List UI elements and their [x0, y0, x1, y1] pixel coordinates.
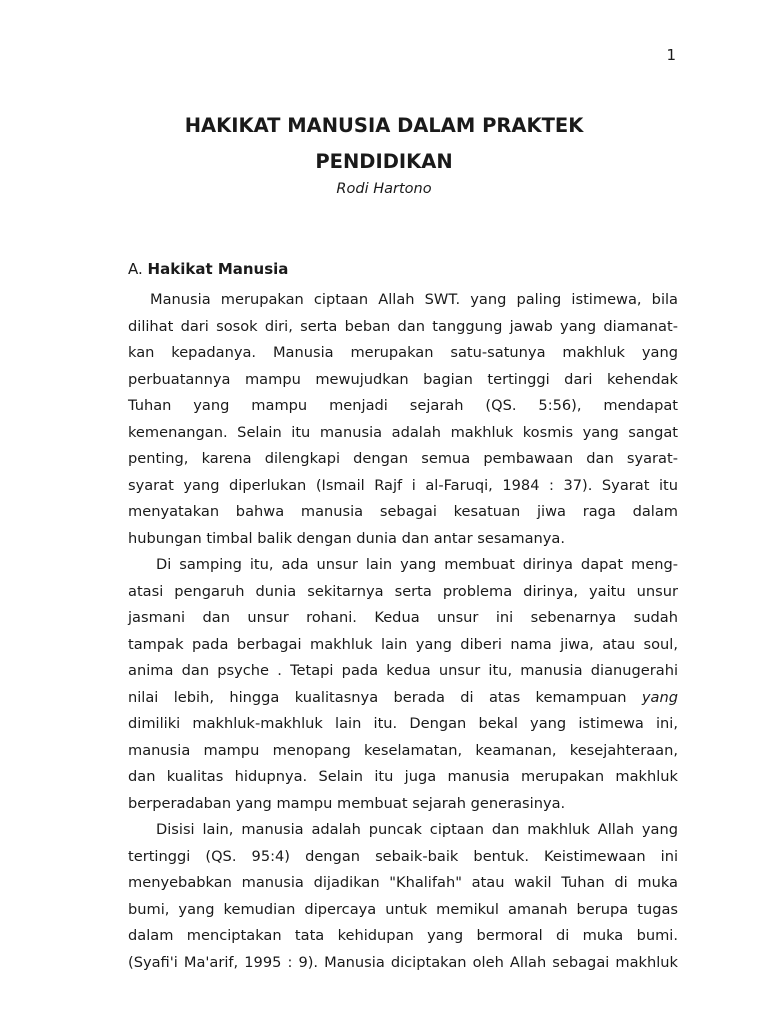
paragraph-1-line: penting, karena dilengkapi dengan semua pembawaan dan syarat-: [128, 450, 678, 467]
document-title: [0, 108, 768, 180]
paragraph-1-line: perbuatannya mampu mewujudkan bagian tertinggi dari kehendak: [128, 370, 678, 388]
paragraph-2-line-with-italic: [128, 685, 678, 712]
paragraph-1-line: hubungan timbal balik dengan dunia dan antar sesamanya.: [128, 529, 565, 547]
paragraph-2-line-text: nilai lebih, hingga kualitasnya berada di atas kemampuan: [128, 688, 627, 706]
paragraph-3-line: dalam menciptakan tata kehidupan yang bermoral di muka bumi.: [128, 927, 678, 944]
title-line-2: PENDIDIKAN: [315, 150, 453, 173]
paragraph-1-line: syarat yang diperlukan (Ismail Rajf i al-Faruqi, 1984 : 37). Syarat itu: [128, 476, 678, 494]
title-line-1: HAKIKAT MANUSIA DALAM PRAKTEK: [184, 114, 584, 137]
paragraph-2-line: dimiliki makhluk-makhluk lain itu. Dengan bekal yang istimewa ini,: [128, 715, 678, 732]
paragraph-2-line: tampak pada berbagai makhluk lain yang diberi nama jiwa, atau soul,: [128, 635, 678, 653]
paragraph-2-line: Di samping itu, ada unsur lain yang membuat dirinya dapat meng-: [156, 556, 678, 573]
section-prefix: A.: [128, 260, 143, 278]
paragraph-2-line: dan kualitas hidupnya. Selain itu juga manusia merupakan makhluk: [128, 768, 678, 785]
page-number: 1: [666, 46, 676, 64]
paragraph-2-line: atasi pengaruh dunia sekitarnya serta problema dirinya, yaitu unsur: [128, 582, 678, 600]
author-name: Rodi Hartono: [336, 181, 432, 197]
paragraph-3-line: tertinggi (QS. 95:4) dengan sebaik-baik bentuk. Keistimewaan ini: [128, 847, 678, 865]
paragraph-3-line: Disisi lain, manusia adalah puncak ciptaan dan makhluk Allah yang: [156, 821, 678, 838]
paragraph-1-line: dilihat dari sosok diri, serta beban dan tanggung jawab yang diamanat-: [128, 317, 678, 335]
section-title: Hakikat Manusia: [147, 260, 289, 278]
paragraph-1-line: kemenangan. Selain itu manusia adalah makhluk kosmis yang sangat: [128, 423, 678, 441]
paragraph-2-line: jasmani dan unsur rohani. Kedua unsur ini sebenarnya sudah: [128, 609, 678, 626]
paragraph-1-line: menyatakan bahwa manusia sebagai kesatuan jiwa raga dalam: [128, 503, 678, 520]
paragraph-1-line: Tuhan yang mampu menjadi sejarah (QS. 5:56), mendapat: [128, 397, 678, 414]
paragraph-3-line: bumi, yang kemudian dipercaya untuk memikul amanah berupa tugas: [128, 900, 678, 918]
italic-word: yang: [641, 688, 678, 706]
paragraph-2-line: anima dan psyche . Tetapi pada kedua unsur itu, manusia dianugerahi: [128, 662, 678, 679]
paragraph-2-line: berperadaban yang mampu membuat sejarah generasinya.: [128, 794, 566, 812]
paragraph-1-line: kan kepadanya. Manusia merupakan satu-satunya makhluk yang: [128, 344, 678, 361]
paragraph-3-line: (Syafi'i Ma'arif, 1995 : 9). Manusia diciptakan oleh Allah sebagai makhluk: [128, 953, 678, 971]
paragraph-3-line: menyebabkan manusia dijadikan "Khalifah" atau wakil Tuhan di muka: [128, 874, 678, 891]
body-text: [128, 287, 678, 976]
paragraph-1-line: Manusia merupakan ciptaan Allah SWT. yang paling istimewa, bila: [150, 291, 678, 308]
section-heading: [128, 260, 288, 278]
paragraph-2-line: manusia mampu menopang keselamatan, keamanan, kesejahteraan,: [128, 741, 678, 759]
